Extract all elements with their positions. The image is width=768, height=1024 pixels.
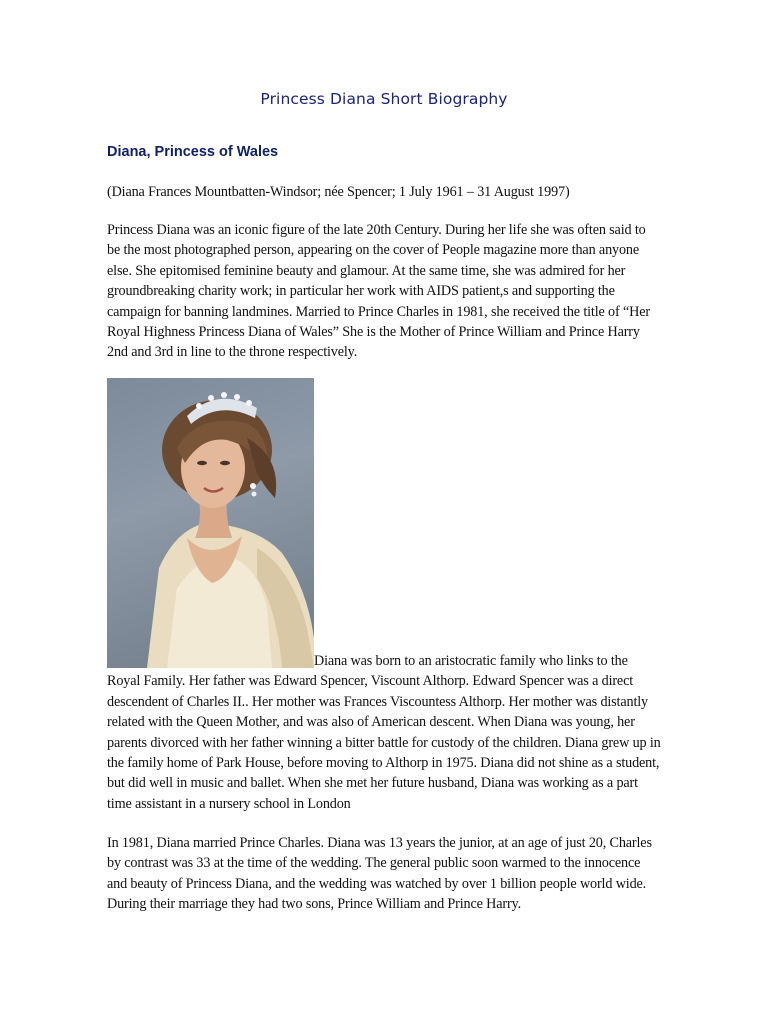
portrait-image [107,378,314,668]
portrait-illustration [107,378,314,668]
section-heading: Diana, Princess of Wales [107,144,279,160]
page-title: Princess Diana Short Biography [260,90,508,108]
early-life-section [107,378,662,814]
dates-paragraph: (Diana Frances Mountbatten-Windsor; née Spencer; 1 July 1961 – 31 August 1997) [107,184,570,200]
marriage-paragraph: In 1981, Diana married Prince Charles. Diana was 13 years the junior, at an age of just 20, Charles by contrast was 33 at the time of the wedding. The general public soon warmed to the innocence and beauty of Princess Diana, and the wedding was watched by over 1 billion people world wide. During their marriage they had two sons, Prince William and Prince Harry. [107,835,652,913]
early-life-paragraph: Diana was born to an aristocratic family who links to the Royal Family. Her father was Edward Spencer, Viscount Althorp. Edward Spencer was a direct descendent of Charles II.. Her mother was Frances Viscountess Althorp. Her mother was distantly related with the Queen Mother, and was also of American descent. When Diana was young, her parents divorced with her father winning a bitter battle for custody of the children. Diana grew up in the family home of Park House, before moving to Althorp in 1975. Diana did not shine as a student, but did well in music and ballet. When she met her future husband, Diana was working as a part time assistant in a nursery school in London [107,653,661,812]
intro-paragraph: Princess Diana was an iconic figure of the late 20th Century. During her life she was often said to be the most photographed person, appearing on the cover of People magazine more than anyone else. She epitomised feminine beauty and glamour. At the same time, she was admired for her groundbreaking charity work; in particular her work with AIDS patient,s and supporting the campaign for banning landmines. Married to Prince Charles in 1981, she received the title of “Her Royal Highness Princess Diana of Wales” She is the Mother of Prince William and Prince Harry 2nd and 3rd in line to the throne respectively. [107,222,650,361]
